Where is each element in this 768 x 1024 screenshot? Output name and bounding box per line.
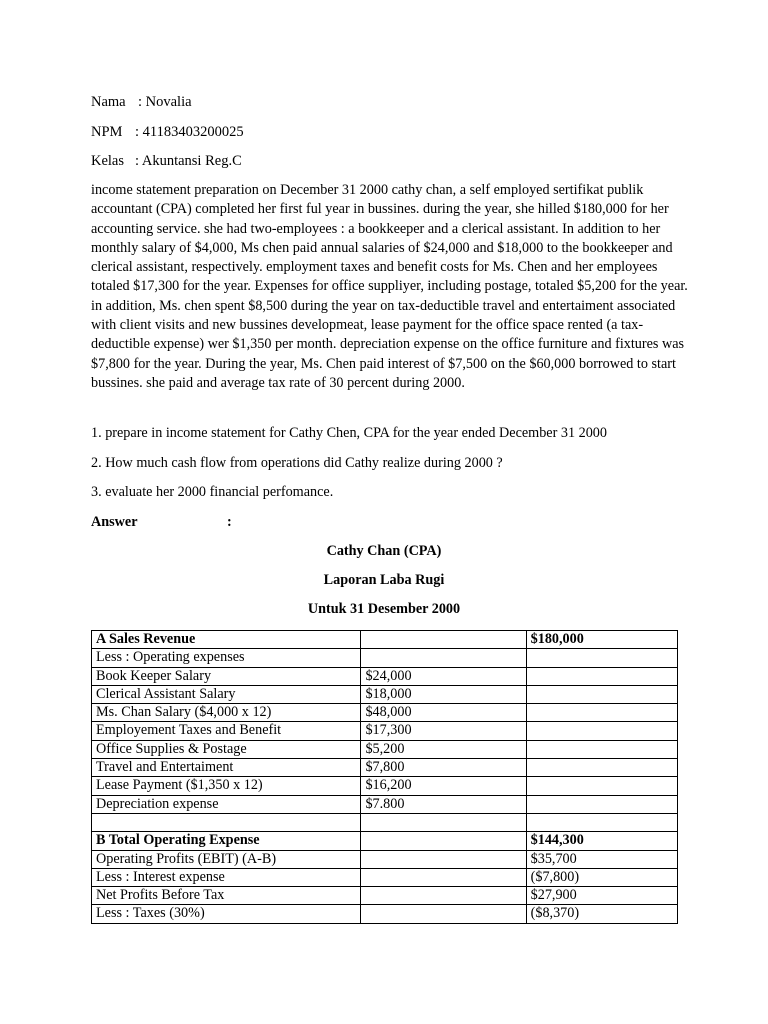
row-amount-cell — [361, 905, 526, 923]
answer-label: Answer — [91, 514, 138, 530]
problem-paragraph: income statement preparation on December 31 2000 cathy chan, a self employed sertifikat publik accountant (CPA) completed her first ful year in bussines. during the year, she hilled $180,000 for her accounting service. she had two-employees : a bookkeeper and a clerical assistant. In addition to her monthly salary of $4,000, Ms chen paid annual salaries of $24,000 and $18,000 to the bookkeeper and clerical assistant, respectively. employment taxes and benefit costs for Ms. Chen and her employees totaled $17,300 for the year. Expenses for office suppliyer, including postage, totaled $5,200 for the year. in addition, Ms. chen spent $8,500 during the year on tax-deductible travel and entertaiment associated with client visits and new bussines developmeat, lease payment for the office space rented (a tax-deductible expense) wer $1,350 per month. depreciation expense on the office furniture and fixtures was $7,800 for the year. During the year, Ms. Chen paid interest of $7,500 on the $60,000 borrowed to start bussines. she paid and average tax rate of 30 percent during 2000. — [91, 182, 688, 391]
table-row — [92, 649, 678, 667]
row-amount-cell — [361, 850, 526, 868]
row-total-cell — [526, 740, 677, 758]
table-row — [92, 795, 678, 813]
row-label-cell: A Sales Revenue — [92, 631, 361, 649]
row-amount-cell — [361, 631, 526, 649]
row-total-cell — [526, 813, 677, 831]
row-label-cell: Ms. Chan Salary ($4,000 x 12) — [92, 704, 361, 722]
row-label-cell: Travel and Entertaiment — [92, 759, 361, 777]
question-3: 3. evaluate her 2000 financial perfomance. — [91, 484, 334, 500]
table-row — [92, 704, 678, 722]
table-row — [92, 777, 678, 795]
row-label-cell: Clerical Assistant Salary — [92, 685, 361, 703]
row-label-cell: Less : Interest expense — [92, 868, 361, 886]
table-row — [92, 740, 678, 758]
row-amount-cell: $18,000 — [361, 685, 526, 703]
row-amount-cell — [361, 887, 526, 905]
row-total-cell: $180,000 — [526, 631, 677, 649]
statement-period-title: Untuk 31 Desember 2000 — [307, 601, 461, 617]
row-total-cell — [526, 667, 677, 685]
row-label-cell: Depreciation expense — [92, 795, 361, 813]
table-row — [92, 722, 678, 740]
row-amount-cell — [361, 813, 526, 831]
row-total-cell — [526, 759, 677, 777]
npm-label: NPM — [91, 124, 123, 140]
table-row — [92, 850, 678, 868]
row-amount-cell: $5,200 — [361, 740, 526, 758]
row-amount-cell: $7,800 — [361, 759, 526, 777]
kelas-value: : Akuntansi Reg.C — [135, 153, 242, 169]
table-row — [92, 813, 678, 831]
table-row — [92, 685, 678, 703]
income-statement-body — [92, 631, 678, 924]
table-row — [92, 887, 678, 905]
row-total-cell — [526, 685, 677, 703]
statement-report-title: Laporan Laba Rugi — [323, 572, 445, 588]
npm-value: : 41183403200025 — [135, 124, 244, 140]
table-row — [92, 832, 678, 850]
row-total-cell — [526, 649, 677, 667]
row-label-cell: Less : Taxes (30%) — [92, 905, 361, 923]
row-amount-cell — [361, 832, 526, 850]
row-amount-cell: $24,000 — [361, 667, 526, 685]
row-label-cell: Operating Profits (EBIT) (A-B) — [92, 850, 361, 868]
question-2: 2. How much cash flow from operations did Cathy realize during 2000 ? — [91, 455, 503, 471]
row-total-cell: $27,900 — [526, 887, 677, 905]
npm-field — [91, 124, 244, 141]
row-amount-cell: $16,200 — [361, 777, 526, 795]
row-label-cell — [92, 813, 361, 831]
row-amount-cell — [361, 868, 526, 886]
row-amount-cell: $17,300 — [361, 722, 526, 740]
row-label-cell: Office Supplies & Postage — [92, 740, 361, 758]
answer-colon: : — [227, 514, 232, 530]
income-statement-table — [91, 630, 678, 924]
kelas-field — [91, 153, 242, 170]
table-row — [92, 868, 678, 886]
nama-field — [91, 94, 192, 111]
table-row — [92, 631, 678, 649]
table-row — [92, 759, 678, 777]
kelas-label: Kelas — [91, 153, 125, 169]
row-total-cell: $144,300 — [526, 832, 677, 850]
row-total-cell: $35,700 — [526, 850, 677, 868]
statement-company-title: Cathy Chan (CPA) — [326, 543, 442, 559]
row-total-cell — [526, 795, 677, 813]
row-label-cell: Lease Payment ($1,350 x 12) — [92, 777, 361, 795]
row-total-cell — [526, 722, 677, 740]
row-total-cell: ($8,370) — [526, 905, 677, 923]
row-amount-cell: $48,000 — [361, 704, 526, 722]
row-label-cell: Book Keeper Salary — [92, 667, 361, 685]
row-label-cell: Less : Operating expenses — [92, 649, 361, 667]
table-row — [92, 905, 678, 923]
row-total-cell — [526, 704, 677, 722]
nama-value: : Novalia — [138, 94, 192, 110]
row-amount-cell: $7.800 — [361, 795, 526, 813]
nama-label: Nama — [91, 94, 126, 110]
row-label-cell: Employement Taxes and Benefit — [92, 722, 361, 740]
row-amount-cell — [361, 649, 526, 667]
row-label-cell: Net Profits Before Tax — [92, 887, 361, 905]
row-total-cell — [526, 777, 677, 795]
table-row — [92, 667, 678, 685]
question-1: 1. prepare in income statement for Cathy Chen, CPA for the year ended December 31 2000 — [91, 425, 607, 441]
row-total-cell: ($7,800) — [526, 868, 677, 886]
row-label-cell: B Total Operating Expense — [92, 832, 361, 850]
